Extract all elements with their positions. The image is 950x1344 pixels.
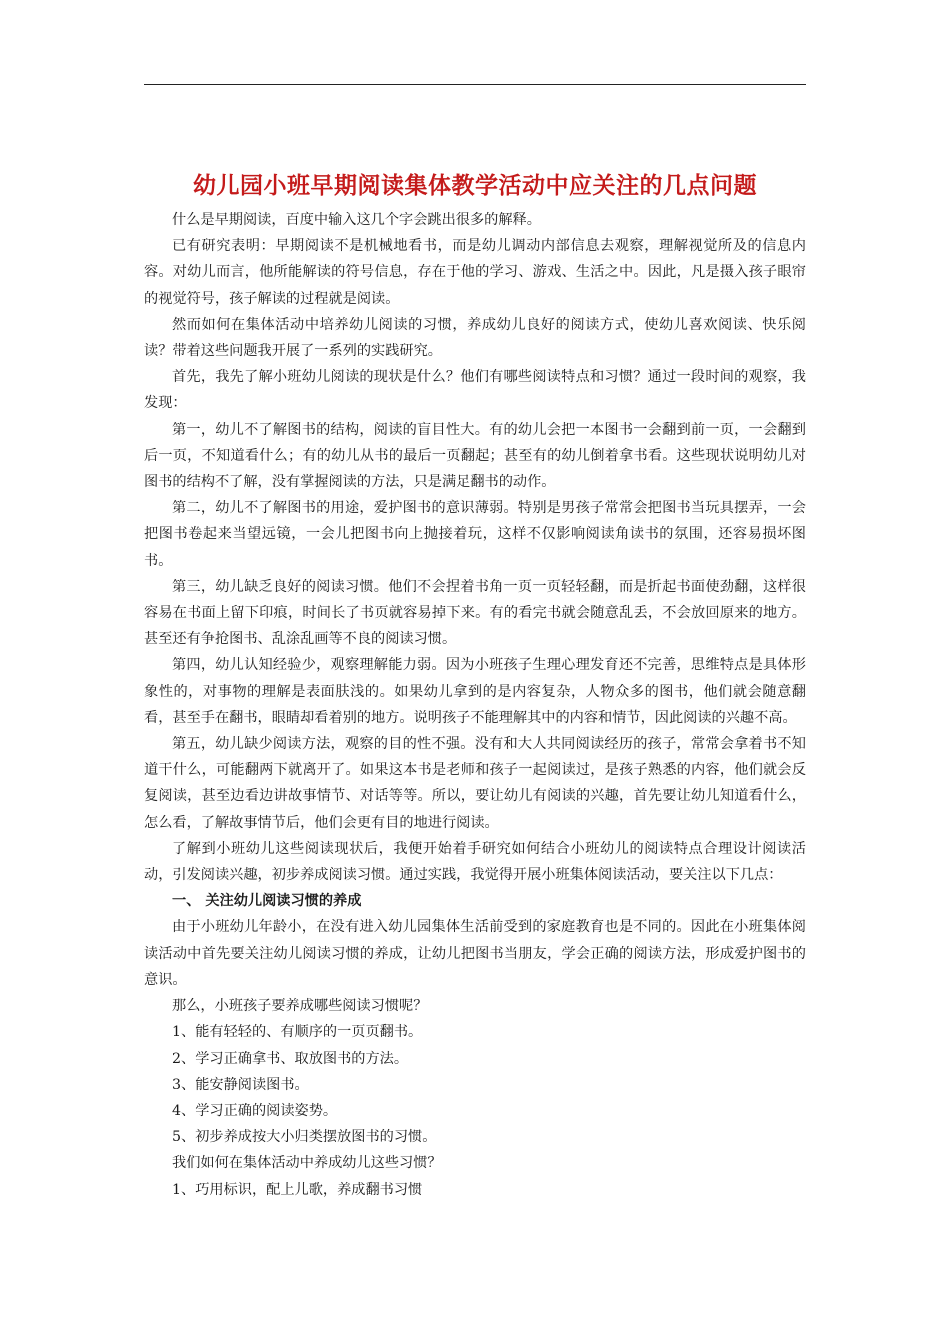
paragraph-finding-4: 第四，幼儿认知经验少，观察理解能力弱。因为小班孩子生理心理发育还不完善，思维特点是具体形象性的，对事物的理解是表面肤浅的。如果幼儿拿到的是内容复杂，人物众多的图书，他们就会随意翻看，甚至手在翻书，眼睛却看着别的地方。说明孩子不能理解其中的内容和情节，因此阅读的兴趣不高。 [144, 657, 806, 726]
paragraph-how-question: 我们如何在集体活动中养成幼儿这些习惯？ [172, 1155, 442, 1172]
paragraph-intro: 什么是早期阅读，百度中输入这几个字会跳出很多的解释。 [172, 212, 541, 228]
list-item-habit-2: 2、学习正确拿书、取放图书的方法。 [172, 1050, 409, 1067]
paragraph-finding-1: 第一，幼儿不了解图书的结构，阅读的盲目性大。有的幼儿会把一本图书一会翻到前一页，一会翻到后一页，不知道看什么；有的幼儿从书的最后一页翻起；甚至有的幼儿倒着拿书看。这些现状说明幼儿对图书的结构不了解，没有掌握阅读的方法，只是满足翻书的动作。 [144, 421, 806, 491]
document-body [144, 207, 806, 1203]
paragraph-research: 已有研究表明：早期阅读不是机械地看书，而是幼儿调动内部信息去观察，理解视觉所及的信息内容。对幼儿而言，他所能解读的符号信息，存在于他的学习、游戏、生活之中。因此，凡是摄入孩子眼帘的视觉符号，孩子解读的过程就是阅读。 [144, 238, 806, 307]
paragraph-finding-3: 第三，幼儿缺乏良好的阅读习惯。他们不会捏着书角一页一页轻轻翻，而是折起书面使劲翻，这样很容易在书面上留下印痕，时间长了书页就容易掉下来。有的看完书就会随意乱丢，不会放回原来的地方。甚至还有争抢图书、乱涂乱画等不良的阅读习惯。 [144, 578, 806, 648]
paragraph-question: 然而如何在集体活动中培养幼儿阅读的习惯，养成幼儿良好的阅读方式，使幼儿喜欢阅读、快乐阅读？带着这些问题我开展了一系列的实践研究。 [144, 316, 806, 360]
header-rule [144, 84, 806, 85]
paragraph-finding-2: 第二，幼儿不了解图书的用途，爱护图书的意识薄弱。特别是男孩子常常会把图书当玩具摆弄，一会把图书卷起来当望远镜，一会儿把图书向上抛接着玩，这样不仅影响阅读角读书的氛围，还容易损坏图书。 [144, 500, 806, 569]
paragraph-observation: 首先，我先了解小班幼儿阅读的现状是什么？他们有哪些阅读特点和习惯？通过一段时间的观察，我发现： [144, 369, 806, 412]
paragraph-habits-question: 那么，小班孩子要养成哪些阅读习惯呢？ [172, 998, 428, 1015]
document-title: 幼儿园小班早期阅读集体教学活动中应关注的几点问题 [193, 173, 757, 199]
paragraph-summary: 了解到小班幼儿这些阅读现状后，我便开始着手研究如何结合小班幼儿的阅读特点合理设计阅读活动，引发阅读兴趣，初步养成阅读习惯。通过实践，我觉得开展小班集体阅读活动，要关注以下几点： [144, 840, 806, 884]
list-item-habit-1: 1、能有轻轻的、有顺序的一页页翻书。 [172, 1024, 423, 1041]
paragraph-finding-5: 第五，幼儿缺少阅读方法，观察的目的性不强。没有和大人共同阅读经历的孩子，常常会拿着书不知道干什么，可能翻两下就离开了。如果这本书是老师和孩子一起阅读过，是孩子熟悉的内容，他们就会反复阅读，甚至边看边讲故事情节、对话等等。所以，要让幼儿有阅读的兴趣，首先要让幼儿知道看什么，怎么看，了解故事情节后，他们会更有目的地进行阅读。 [144, 736, 806, 831]
list-item-habit-3: 3、能安静阅读图书。 [172, 1076, 309, 1093]
list-item-habit-5: 5、初步养成按大小归类摆放图书的习惯。 [172, 1129, 437, 1146]
list-item-method-1: 1、巧用标识，配上儿歌，养成翻书习惯 [172, 1181, 423, 1198]
paragraph-section-1: 由于小班幼儿年龄小，在没有进入幼儿园集体生活前受到的家庭教育也是不同的。因此在小班集体阅读活动中首先要关注幼儿阅读习惯的养成，让幼儿把图书当朋友，学会正确的阅读方法，形成爱护图书的意识。 [144, 919, 806, 988]
list-item-habit-4: 4、学习正确的阅读姿势。 [172, 1102, 338, 1119]
section-heading-1: 一、 关注幼儿阅读习惯的养成 [172, 893, 362, 910]
